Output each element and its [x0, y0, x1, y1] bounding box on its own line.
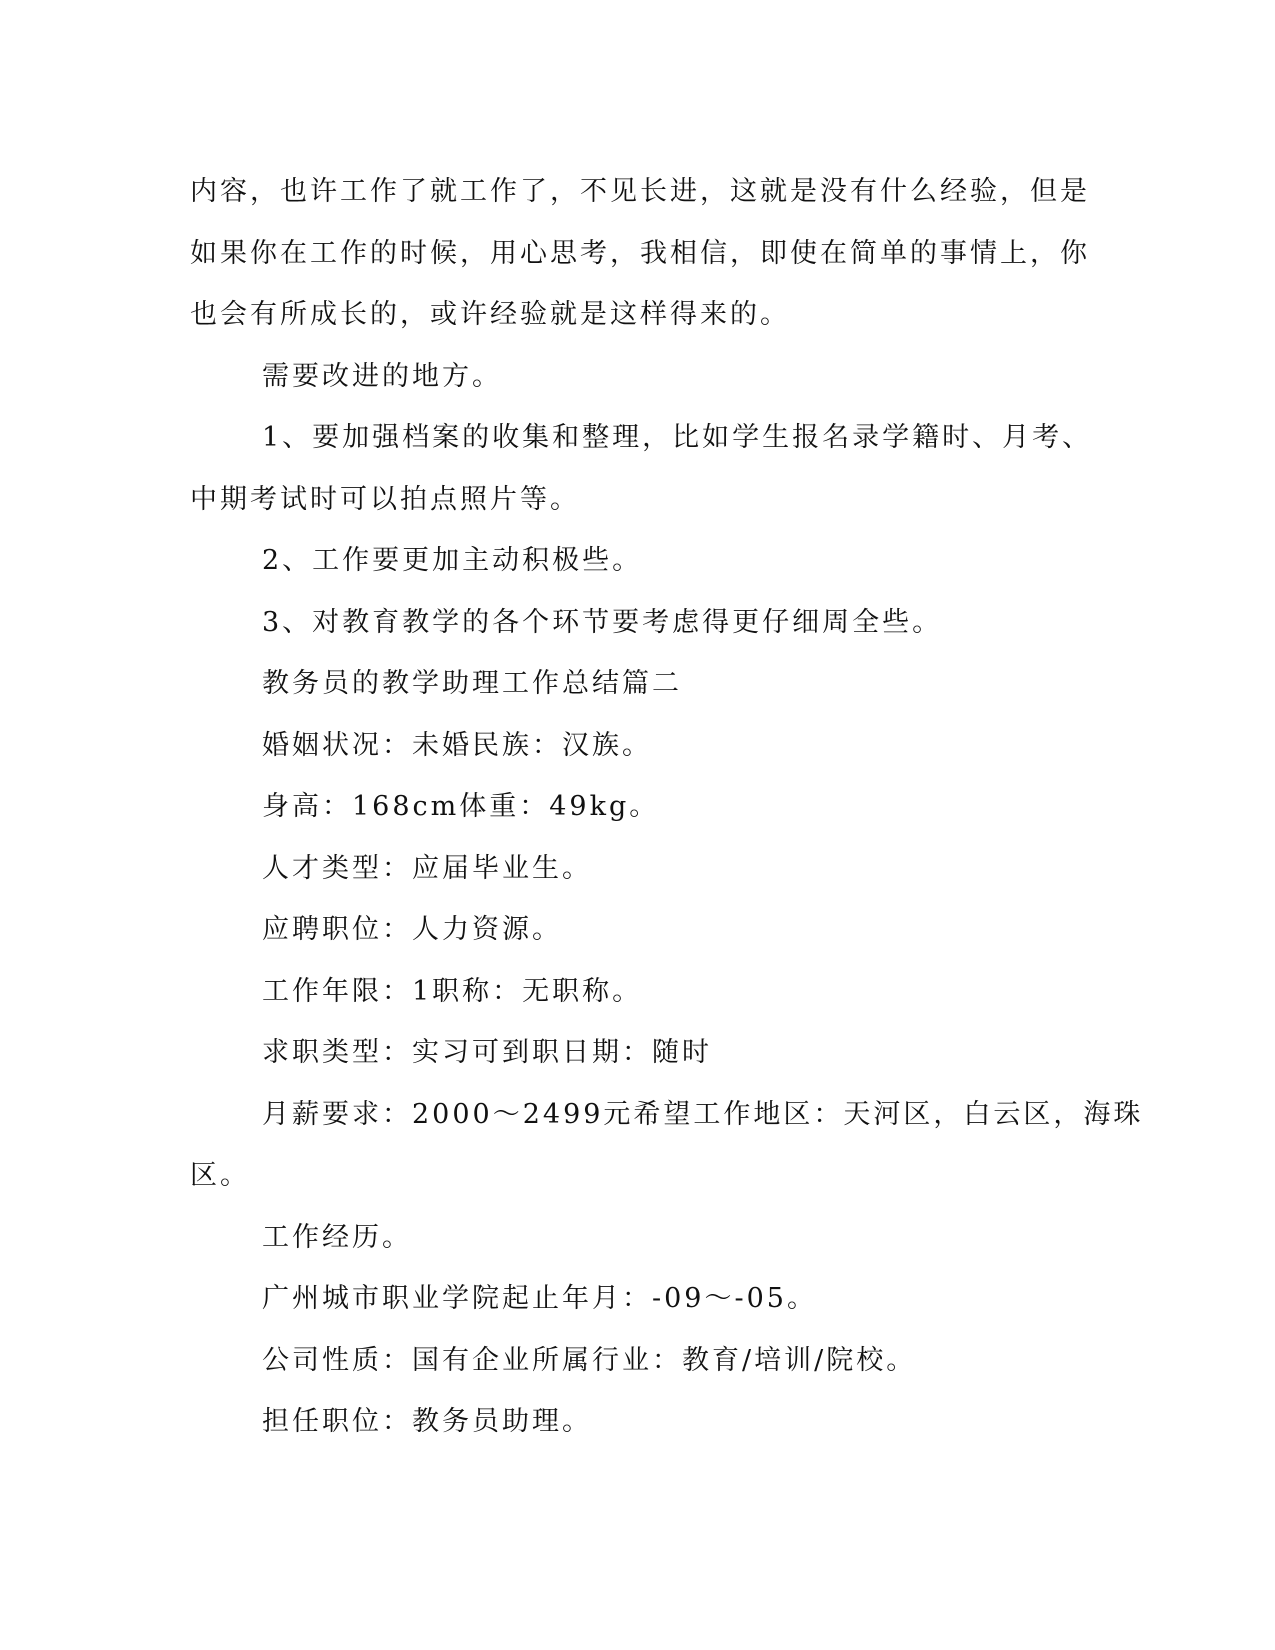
- info-company-nature: 公司性质：国有企业所属行业：教育/培训/院校。: [262, 1344, 917, 1376]
- info-salary: 月薪要求：2000～2499元希望工作地区：天河区，白云区，海珠: [262, 1098, 1144, 1130]
- info-job-title: 担任职位：教务员助理。: [262, 1406, 592, 1437]
- info-marital-status: 婚姻状况：未婚民族：汉族。: [262, 729, 652, 761]
- paragraph-line: 如果你在工作的时候，用心思考，我相信，即使在简单的事情上，你: [190, 237, 1090, 269]
- info-job-type: 求职类型：实习可到职日期：随时: [262, 1037, 712, 1068]
- info-position-applied: 应聘职位：人力资源。: [262, 914, 562, 945]
- info-talent-type: 人才类型：应届毕业生。: [262, 852, 592, 884]
- paragraph-line: 中期考试时可以拍点照片等。: [190, 483, 580, 515]
- section-heading-improvements: 需要改进的地方。: [262, 360, 502, 392]
- list-item-1: 1、要加强档案的收集和整理，比如学生报名录学籍时、月考、: [262, 422, 1093, 453]
- info-employer: 广州城市职业学院起止年月：-09～-05。: [262, 1283, 817, 1314]
- paragraph-line: 区。: [190, 1160, 250, 1191]
- section-title-part-two: 教务员的教学助理工作总结篇二: [262, 668, 682, 699]
- info-work-years: 工作年限：1职称：无职称。: [262, 975, 643, 1007]
- list-item-2: 2、工作要更加主动积极些。: [262, 545, 643, 576]
- paragraph-line: 也会有所成长的，或许经验就是这样得来的。: [190, 299, 790, 330]
- section-heading-work-history: 工作经历。: [262, 1221, 412, 1253]
- document-body: [190, 161, 1144, 1453]
- paragraph-line: 内容，也许工作了就工作了，不见长进，这就是没有什么经验，但是: [190, 176, 1090, 207]
- info-height-weight: 身高：168cm体重：49kg。: [262, 791, 660, 822]
- list-item-3: 3、对教育教学的各个环节要考虑得更仔细周全些。: [262, 606, 943, 638]
